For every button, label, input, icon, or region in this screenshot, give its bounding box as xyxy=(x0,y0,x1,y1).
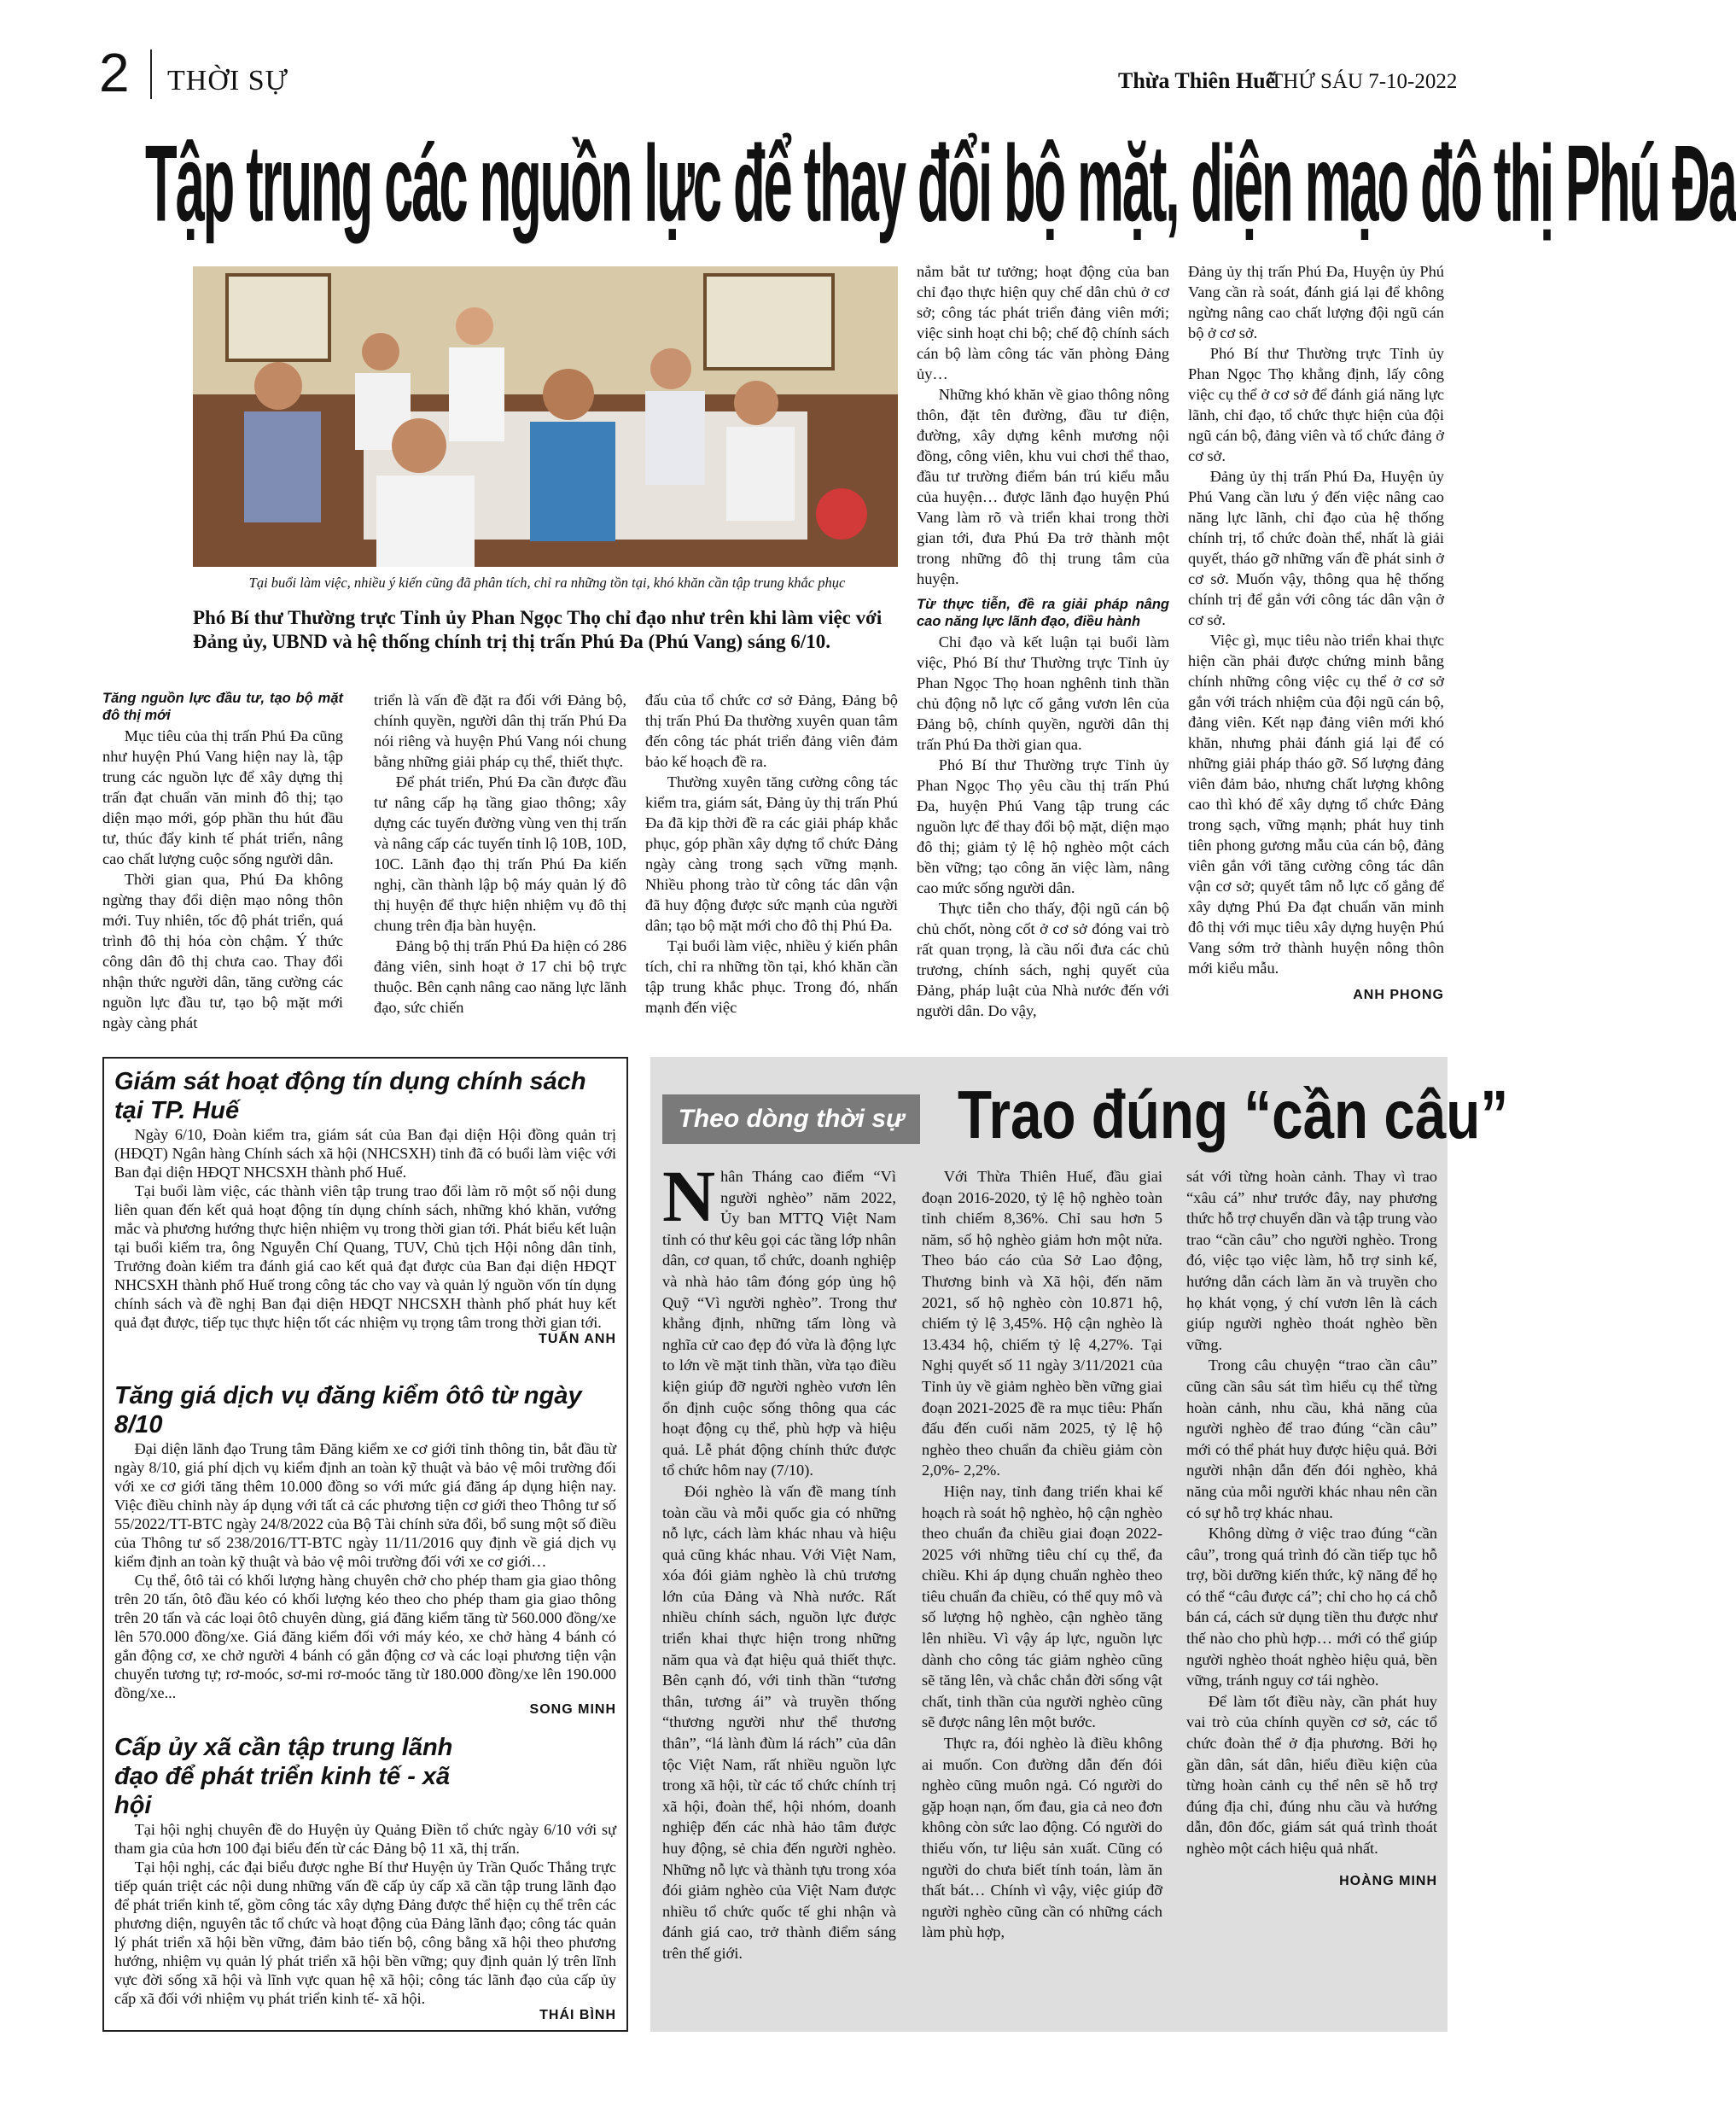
paragraph: Đảng bộ thị trấn Phú Đa hiện có 286 đảng viên, sinh hoạt ở 17 chi bộ trực thuộc. Bên cạnh nâng cao năng lực lãnh đạo, sức chiến xyxy=(374,937,626,1016)
paragraph: Để phát triển, Phú Đa cần được đầu tư nâng cấp hạ tầng giao thông; xây dựng các tuyến đường vùng ven thị trấn và nâng cấp các tuyến tỉnh lộ 10B, 10D, 10C. Lãnh đạo thị trấn Phú Đa kiến nghị, cần thành lập bộ máy quản lý đô thị huyện để thực hiện nhiệm vụ đô thị chung trên địa bàn huyện. xyxy=(374,773,626,934)
paragraph: Việc gì, mục tiêu nào triển khai thực hiện cần phải được chứng minh bằng chính những công việc cụ thể ở cơ sở gắn với trách nhiệm của đội ngũ cán bộ, đảng viên. Kết nạp đảng viên mới khó khăn, nhưng phải đánh giá lại để có những giải pháp tháo gỡ. Số lượng đảng viên đảm bảo, nhưng chất lượng không cao thì khó để xây dựng tổ chức Đảng trong sạch, vững mạnh; phát huy tinh tiên phong gương mẫu của cán bộ, đảng viên gắn với tăng cường công tác dân vận cơ sở; quyết tâm nỗ lực cố gắng để xây dựng Phú Đa đạt chuẩn văn minh đô thị với mục tiêu xây dựng huyện Phú Vang sớm trở thành huyện nông thôn mới kiểu mẫu. xyxy=(1188,632,1444,977)
news-item-title: Tăng giá dịch vụ đăng kiểm ôtô từ ngày 8/10 xyxy=(114,1382,582,1438)
article-lead: Phó Bí thư Thường trực Tỉnh ủy Phan Ngọc Thọ chỉ đạo như trên khi làm việc với Đảng ủy, UBND và hệ thống chính trị thị trấn Phú Đa (Phú Vang) sáng 6/10. xyxy=(193,607,883,652)
news-item-title: Giám sát hoạt động tín dụng chính sách tại TP. Huế xyxy=(114,1068,586,1124)
column-tag: Theo dòng thời sự xyxy=(662,1094,920,1144)
news-item-body xyxy=(114,1125,616,1332)
opinion-column-3 xyxy=(1186,1166,1437,1892)
news-item-byline: SONG MINH xyxy=(529,1702,616,1717)
paragraph: Đại diện lãnh đạo Trung tâm Đăng kiểm xe cơ giới tỉnh thông tin, bắt đầu từ ngày 8/10, giá phí dịch vụ kiểm định an toàn kỹ thuật và bảo vệ môi trường đối với xe cơ giới tăng thêm 10.000 đồng so với mức giá đăng áp dụng hiện nay. Việc điều chỉnh này áp dụng với tất cả các phương tiện cơ giới theo Thông tư số 55/2022/TT-BTC ngày 24/8/2022 của Bộ Tài chính sửa đổi, bổ sung một số điều của Thông tư số 238/2016/TT-BTC ngày 11/11/2016 quy định về giá dịch vụ kiểm định an toàn kỹ thuật và bảo vệ môi trường đối với xe cơ giới… xyxy=(114,1440,616,1570)
opinion-column-1 xyxy=(662,1155,896,1964)
opinion-byline: HOÀNG MINH xyxy=(1339,1873,1437,1888)
article-column-5 xyxy=(1188,261,1444,1006)
paragraph: Ngày 6/10, Đoàn kiểm tra, giám sát của Ban đại diện Hội đồng quản trị (HĐQT) Ngân hàng Chính sách xã hội (NHCSXH) tỉnh đã có buổi làm việc với Ban đại diện HĐQT NHCSXH thành phố Huế. xyxy=(114,1126,616,1181)
paragraph: Thực tiễn cho thấy, đội ngũ cán bộ chủ chốt, nòng cốt ở cơ sở đóng vai trò rất quan trọng, là cầu nối đưa các chủ trương, chính sách, nghị quyết của Đảng, pháp luật của Nhà nước đến với người dân. Do vậy, xyxy=(917,900,1169,1019)
news-item-byline: THÁI BÌNH xyxy=(539,2008,616,2022)
paragraph: nắm bắt tư tưởng; hoạt động của ban chỉ đạo thực hiện quy chế dân chủ ở cơ sở; công tác phát triển đảng viên mới; việc sinh hoạt chi bộ; chế độ chính sách cán bộ làm công tác văn phòng Đảng ủy… xyxy=(917,263,1169,382)
article-column-3 xyxy=(645,690,898,1018)
subheading-2: Từ thực tiễn, đề ra giải pháp nâng cao năng lực lãnh đạo, điều hành xyxy=(917,597,1169,629)
page-number: 2 xyxy=(99,42,130,103)
paragraph: Hiện nay, tỉnh đang triển khai kế hoạch rà soát hộ nghèo, hộ cận nghèo theo chuẩn đa chiều giai đoạn 2022-2025 với những tiêu chí cụ thể, đa chiều. Khi áp dụng chuẩn nghèo theo tiêu chuẩn đa chiều, có thể quy mô và số lượng hộ nghèo, cận nghèo tăng lên nhiều. Vì vậy áp lực, nguồn lực dành cho công tác giảm nghèo cũng sẽ tăng lên, và chắc chắn đời sống vật chất, tinh thần của người nghèo cũng sẽ được nâng lên một bước. xyxy=(922,1482,1162,1731)
paragraph: Đảng ủy thị trấn Phú Đa, Huyện ủy Phú Vang cần rà soát, đánh giá lại để không ngừng nâng cao chất lượng đội ngũ cán bộ ở cơ sở. xyxy=(1188,263,1444,341)
paragraph: Với Thừa Thiên Huế, đầu giai đoạn 2016-2020, tỷ lệ hộ nghèo toàn tỉnh chiếm 8,36%. Chỉ sau hơn 5 năm, số hộ nghèo giảm hơn một nửa. Theo báo cáo của Sở Lao động, Thương binh và Xã hội, đến năm 2021, số hộ nghèo còn 10.871 hộ, chiếm tỷ lệ 3,45%. Hộ cận nghèo là 13.434 hộ, chiếm tỷ lệ 4,27%. Tại Nghị quyết số 11 ngày 3/11/2021 của Tỉnh ủy về giảm nghèo bền vững giai đoạn 2021-2025 đề ra mục tiêu: Phấn đấu đến cuối năm 2025, tỷ lệ hộ nghèo theo chuẩn đa chiều giảm còn 2,0%- 2,2%. xyxy=(922,1168,1162,1479)
paragraph: Phó Bí thư Thường trực Tỉnh ủy Phan Ngọc Thọ khẳng định, lấy công việc cụ thể ở cơ sở để đánh giá năng lực lãnh, chỉ đạo, tổ chức thực hiện của đội ngũ cán bộ, đảng viên và tổ chức đảng ở cơ sở. xyxy=(1188,345,1444,464)
paragraph: triển là vấn đề đặt ra đối với Đảng bộ, chính quyền, người dân thị trấn Phú Đa nói riêng và huyện Phú Vang nói chung bằng những giải pháp cụ thể, thiết thực. xyxy=(374,691,626,770)
article-byline: ANH PHONG xyxy=(1353,988,1444,1002)
paragraph: Để làm tốt điều này, cần phát huy vai trò của chính quyền cơ sở, các tổ chức đoàn thể ở địa phương. Bởi họ gần dân, sát dân, hiểu điều kiện của từng hoàn cảnh cụ thể nên sẽ hỗ trợ đúng địa chỉ, đúng nhu cầu và hướng dẫn, đôn đốc, giám sát quá trình thoát nghèo một cách hiệu quả nhất. xyxy=(1186,1692,1437,1857)
paragraph: Những khó khăn về giao thông nông thôn, đặt tên đường, đầu tư điện, đường, xây dựng kênh mương nội đồng, công viên, khu vui chơi thể thao, đầu tư trường điểm bán trú kiểu mẫu của huyện… được lãnh đạo huyện Phú Vang làm rõ và triển khai trong thời gian tới, đưa Phú Đa trở thành một trong những đô thị trung tâm của huyện. xyxy=(917,386,1169,587)
opinion-column-2 xyxy=(922,1166,1162,1943)
photo-caption: Tại buổi làm việc, nhiều ý kiến cũng đã phân tích, chỉ ra những tồn tại, khó khăn cần tập trung khắc phục xyxy=(248,575,846,591)
opinion-title: Trao đúng “cần câu” xyxy=(958,1077,1509,1152)
news-item-byline: TUẤN ANH xyxy=(539,1332,616,1346)
news-brief-box xyxy=(102,1057,628,2032)
paragraph: Cụ thể, ôtô tải có khối lượng hàng chuyên chở cho phép tham gia giao thông trên 20 tấn, ôtô đầu kéo có khối lượng kéo theo cho phép tham gia giao thông trên 20 tấn và các loại ôtô chuyên dùng, giá đăng kiểm tăng từ 560.000 đồng/xe lên 570.000 đồng/xe. Giá đăng kiểm đối với máy kéo, xe chở hàng 4 bánh có gắn động cơ, xe chở người 4 bánh có gắn động cơ và các loại phương tiện vận chuyển tương tự; rơ-moóc, sơ-mi rơ-moóc tăng từ 180.000 đồng/xe lên 190.000 đồng/xe... xyxy=(114,1572,616,1701)
paragraph: Tại hội nghị chuyên đề do Huyện ủy Quảng Điền tổ chức ngày 6/10 với sự tham gia của hơn 100 đại biểu đến từ các Đảng bộ 11 xã, thị trấn. xyxy=(114,1821,616,1857)
paragraph: Đói nghèo là vấn đề mang tính toàn cầu và mỗi quốc gia có những nỗ lực, cách làm khác nhau và hiệu quả cũng khác nhau. Với Việt Nam, xóa đói giảm nghèo là chủ trương lớn của Đảng và Nhà nước. Rất nhiều chính sách, nguồn lực được triển khai thực hiện trong những năm qua và đạt hiệu quả thiết thực. Bên cạnh đó, với tinh thần “tương thân, tương ái” và truyền thống “thương người như thể thương thân”, “lá lành đùm lá rách” của dân tộc Việt Nam, rất nhiều nguồn lực trong xã hội, từ các tổ chức chính trị xã hội, đoàn thể, hội nhóm, doanh nghiệp đến các nhà hảo tâm được huy động, sẻ chia đến người nghèo. Những nỗ lực và thành tựu trong xóa đói giảm nghèo của Việt Nam được nhiều tổ chức quốc tế ghi nhận và đánh giá cao, trở thành điểm sáng trên thế giới. xyxy=(662,1482,896,1962)
paragraph: Tại buổi làm việc, các thành viên tập trung trao đổi làm rõ một số nội dung liên quan đến kết quả hoạt động tín dụng chính sách, những khó khăn, vướng mắc và phương hướng thực hiện nhiệm vụ trong thời gian tới. Phát biểu kết luận tại buổi kiểm tra, ông Nguyễn Chí Quang, TUV, Chủ tịch Hội nông dân tỉnh, Trưởng đoàn kiểm tra đánh giá cao kết quả đạt được của Ban đại diện HĐQT NHCSXH thành phố Huế trong công tác cho vay và quản lý nguồn vốn tín dụng chính sách và đề nghị Ban đại diện HĐQT NHCSXH thành phố phát huy kết quả đạt được, tiếp tục thực hiện tốt các nhiệm vụ trọng tâm trong thời gian tới. xyxy=(114,1182,616,1331)
subheading-1: Tăng nguồn lực đầu tư, tạo bộ mặt đô thị mới xyxy=(102,691,343,723)
meeting-photo xyxy=(193,266,898,567)
main-headline: Tập trung các nguồn lực để thay đổi bộ mặt, diện mạo đô thị Phú Đa xyxy=(145,121,1736,245)
paragraph: Thời gian qua, Phú Đa không ngừng thay đổi diện mạo nông thôn mới. Tuy nhiên, tốc độ phát triển, quá trình đô thị hóa còn chậm. Ý thức công dân đô thị chưa cao. Thay đổi nhận thức người dân, tăng cường các nguồn lực đầu tư, tạo bộ mặt mới ngày càng phát xyxy=(102,871,343,1031)
paragraph: Thực ra, đói nghèo là điều không ai muốn. Con đường dẫn đến đói nghèo cũng muôn ngả. Có người do gặp hoạn nạn, ốm đau, gia cả neo đơn không còn sức lao động. Có người do thiếu vốn, tư liệu sản xuất. Cũng có người do chưa biết tính toán, làm ăn thất bát… Chính vì vậy, việc giúp đỡ người nghèo cũng cần có những cách làm phù hợp, xyxy=(922,1735,1162,1941)
article-column-2 xyxy=(374,690,626,1018)
paragraph: Phó Bí thư Thường trực Tỉnh ủy Phan Ngọc Thọ yêu cầu thị trấn Phú Đa, huyện Phú Vang tập trung các nguồn lực để thay đổi bộ mặt, diện mạo đô thị; giảm tỷ lệ hộ nghèo một cách bền vững; tạo công ăn việc làm, nâng cao mức sống người dân. xyxy=(917,756,1169,896)
paragraph: Tại buổi làm việc, nhiều ý kiến phân tích, chỉ ra những tồn tại, khó khăn cần tập trung khắc phục. Trong đó, nhấn mạnh đến việc xyxy=(645,937,898,1016)
news-item xyxy=(114,1733,616,2023)
article-column-4 xyxy=(917,261,1169,1021)
paragraph: Mục tiêu của thị trấn Phú Đa cũng như huyện Phú Vang hiện nay là, tập trung các nguồn lực để xây dựng thị trấn đạt chuẩn văn minh đô thị; tạo diện mạo mới, góp phần thu hút đầu tư, thúc đẩy kinh tế phát triển, nâng cao chất lượng cuộc sống người dân. xyxy=(102,727,343,867)
paragraph: Trong câu chuyện “trao cần câu” cũng cần sâu sát tìm hiểu cụ thể từng hoàn cảnh, nhu cầu, khả năng của người nghèo để trao đúng “cần câu” mới có thể phát huy được hiệu quả. Bởi người nhận dẫn đến đói nghèo, khả năng của mỗi người khác nhau nên cần có sự hỗ trợ khác nhau. xyxy=(1186,1357,1437,1521)
drop-cap: N xyxy=(662,1155,716,1237)
paragraph: hân Tháng cao điểm “Vì người nghèo” năm 2022, Ủy ban MTTQ Việt Nam tỉnh có thư kêu gọi các tầng lớp nhân dân, cơ quan, tổ chức, doanh nghiệp và nhà hảo tâm đóng góp ủng hộ Quỹ “Vì người nghèo”. Trong thư khẳng định, những tấm lòng và nghĩa cử cao đẹp đó vừa là động lực to lớn về mặt tinh thần, vừa tạo điều kiện giúp đỡ người nghèo vươn lên ổn định cuộc sống thông qua các hoạt động cụ thể, phù hợp và hiệu quả. Lễ phát động chính thức được tổ chức hôm nay (7/10). xyxy=(662,1168,896,1479)
paragraph: Đảng ủy thị trấn Phú Đa, Huyện ủy Phú Vang cần lưu ý đến việc nâng cao năng lực lãnh, chỉ đạo của hệ thống chính trị, tổ chức đoàn thể, nhất là giải quyết, tháo gỡ những vấn đề phát sinh ở cơ sở. Muốn vậy, thông qua hệ thống chính trị để gắn với công tác dân vận ở cơ sở. xyxy=(1188,468,1444,628)
news-item xyxy=(114,1381,616,1718)
paragraph: đấu của tổ chức cơ sở Đảng, Đảng bộ thị trấn Phú Đa thường xuyên quan tâm đến công tác phát triển đảng viên đảm bảo kế hoạch đề ra. xyxy=(645,691,898,770)
paragraph: Chỉ đạo và kết luận tại buổi làm việc, Phó Bí thư Thường trực Tỉnh ủy Phan Ngọc Thọ hoan nghênh tinh thần chủ động nỗ lực cố gắng vươn lên của Đảng bộ, chính quyền, người dân thị trấn Phú Đa thời gian qua. xyxy=(917,633,1169,753)
paragraph: sát với từng hoàn cảnh. Thay vì trao “xâu cá” như trước đây, nay phương thức hỗ trợ chuyển dần và tập trung vào trao “cần câu” cho người nghèo. Trong đó, việc tạo việc làm, hỗ trợ sinh kế, hướng dẫn cách làm ăn và truyền cho họ khát vọng, ý chí vươn lên là cách giúp người nghèo thoát nghèo bền vững. xyxy=(1186,1168,1437,1353)
paragraph: Thường xuyên tăng cường công tác kiểm tra, giám sát, Đảng ủy thị trấn Phú Đa đã kịp thời đề ra các giải pháp khắc phục, góp phần xây dựng tổ chức Đảng ngày càng trong sạch vững mạnh. Nhiều phong trào từ công tác dân vận đã huy động được sức mạnh của người dân; tạo bộ mặt mới cho đô thị Phú Đa. xyxy=(645,773,898,934)
section-name: THỜI SỰ xyxy=(167,65,288,96)
article-column-1 xyxy=(102,690,343,1033)
news-item xyxy=(114,1067,616,1347)
paragraph: Tại hội nghị, các đại biểu được nghe Bí thư Huyện ủy Trần Quốc Thắng trực tiếp quán triệt các nội dung những vấn đề cấp ủy cấp xã cần tập trung lãnh đạo để phát triển kinh tế, gồm công tác xây dựng Đảng được thể hiện cụ thể trên các phương diện, nguyên tắc tổ chức và hoạt động của Đảng lãnh đạo; công tác quản lý phát triển xã hội bền vững, đảm bảo tiến bộ, công bằng xã hội theo phương hướng, nhiệm vụ quản lý phát triển xã hội bền vững; quy định quản lý trên lĩnh vực đời sống xã hội và lĩnh vực quan hệ xã hội; công tác lãnh đạo của cấp ủy cấp xã đối với nhiệm vụ phát triển kinh tế- xã hội. xyxy=(114,1858,616,2007)
news-item-body xyxy=(114,1820,616,2008)
news-item-body xyxy=(114,1439,616,1702)
meeting-photo-illustration xyxy=(193,266,898,567)
paragraph: Không dừng ở việc trao đúng “cần câu”, trong quá trình đó cần tiếp tục hỗ trợ, bồi dưỡng kiến thức, kỹ năng để họ có thể “câu được cá”; chỉ cho họ cá chỗ bán cá, cách sử dụng tiền thu được như thế nào cho phù hợp… mới có thể giúp người nghèo thoát nghèo hiệu quả, bền vững, tránh nguy cơ tái nghèo. xyxy=(1186,1525,1437,1689)
news-item-title: Cấp ủy xã cần tập trung lãnh đạo để phát triển kinh tế - xã hội xyxy=(114,1734,453,1819)
issue-date: THỨ SÁU 7-10-2022 xyxy=(1270,70,1458,93)
newspaper-name: Thừa Thiên Huế xyxy=(1118,68,1276,93)
